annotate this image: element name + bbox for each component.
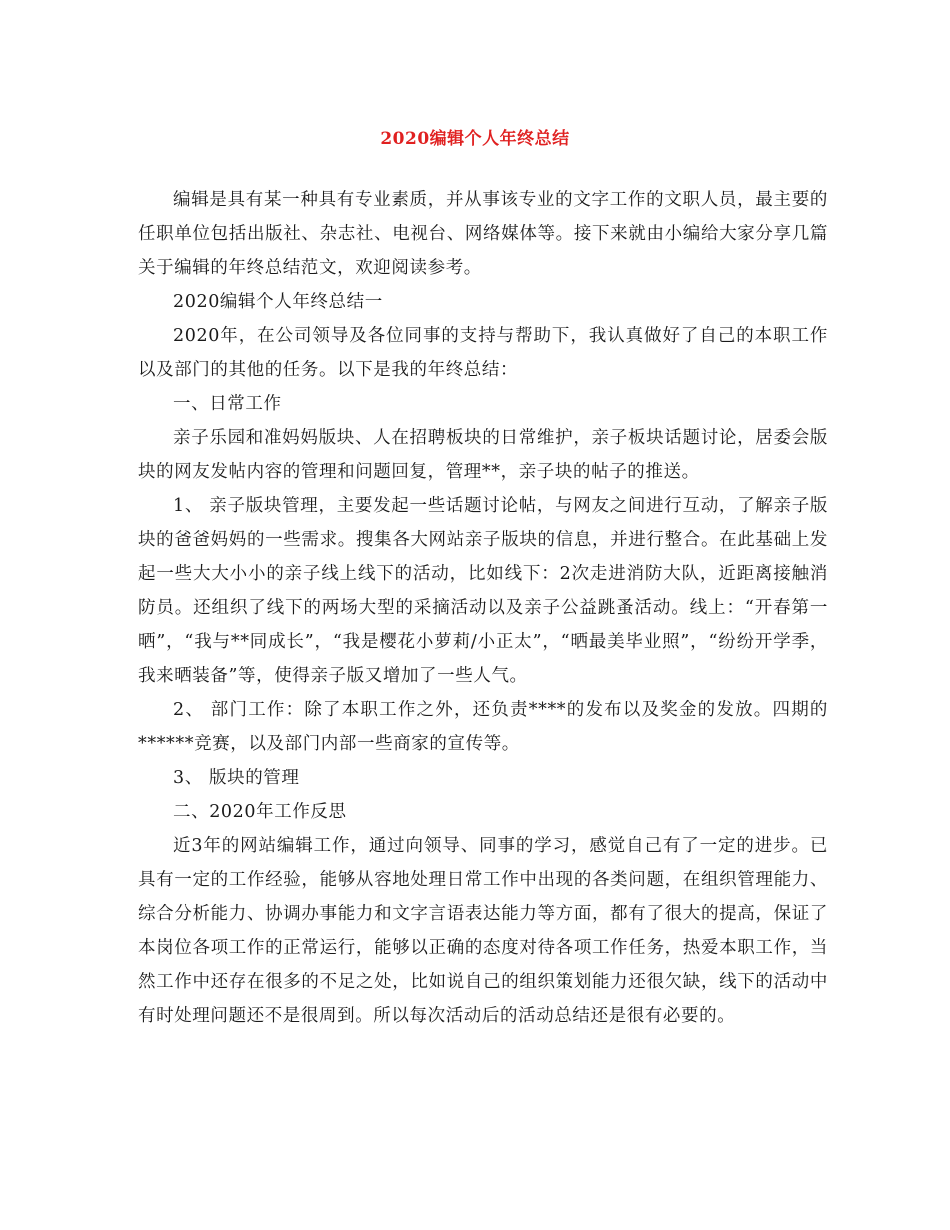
body-paragraph: 2020年，在公司领导及各位同事的支持与帮助下，我认真做好了自己的本职工作以及部门的其他的任务。以下是我的年终总结： (138, 326, 828, 380)
section-heading: 2020编辑个人年终总结一 (173, 292, 383, 312)
list-item: 2、 部门工作：除了本职工作之外，还负责****的发布以及奖金的发放。四期的******竞赛，以及部门内部一些商家的宣传等。 (138, 700, 828, 754)
body-paragraph: 近3年的网站编辑工作，通过向领导、同事的学习，感觉自己有了一定的进步。已具有一定的工作经验，能够从容地处理日常工作中出现的各类问题，在组织管理能力、综合分析能力、协调办事能力和文字言语表达能力等方面，都有了很大的提高，保证了本岗位各项工作的正常运行，能够以正确的态度对待各项工作任务，热爱本职工作，当然工作中还存在很多的不足之处，比如说自己的组织策划能力还很欠缺，线下的活动中有时处理问题还不是很周到。所以每次活动后的活动总结还是很有必要的。 (138, 836, 828, 1026)
section-heading: 一、日常工作 (173, 394, 282, 414)
section-heading: 二、2020年工作反思 (173, 802, 347, 822)
list-item: 3、 版块的管理 (173, 768, 300, 788)
intro-paragraph: 编辑是具有某一种具有专业素质，并从事该专业的文字工作的文职人员，最主要的任职单位包括出版社、杂志社、电视台、网络媒体等。接下来就由小编给大家分享几篇关于编辑的年终总结范文，欢迎阅读参考。 (138, 190, 828, 278)
list-item: 1、 亲子版块管理，主要发起一些话题讨论帖，与网友之间进行互动，了解亲子版块的爸爸妈妈的一些需求。搜集各大网站亲子版块的信息，并进行整合。在此基础上发起一些大大小小的亲子线上线下的活动，比如线下：2次走进消防大队，近距离接触消防员。还组织了线下的两场大型的采摘活动以及亲子公益跳蚤活动。线上：“开春第一晒”，“我与**同成长”，“我是樱花小萝莉/小正太”，“晒最美毕业照”，“纷纷开学季，我来晒装备”等，使得亲子版又增加了一些人气。 (138, 496, 828, 686)
document-title: 2020编辑个人年终总结 (380, 129, 570, 149)
body-paragraph: 亲子乐园和准妈妈版块、人在招聘板块的日常维护，亲子板块话题讨论，居委会版块的网友发帖内容的管理和问题回复，管理**，亲子块的帖子的推送。 (138, 428, 828, 482)
document-body (138, 183, 828, 1033)
